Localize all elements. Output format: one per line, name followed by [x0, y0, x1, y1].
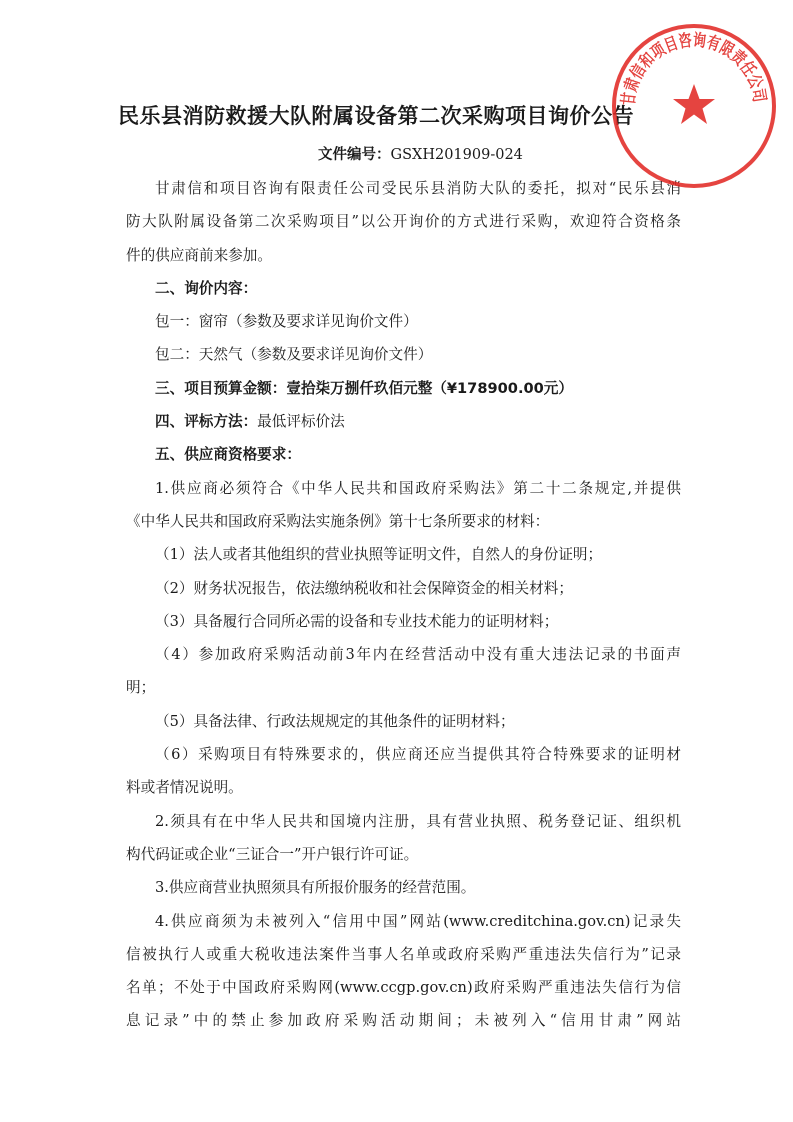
requirement-line: 3.供应商营业执照须具有所报价服务的经营范围。 [155, 879, 476, 897]
document-number-value: GSXH201909-024 [390, 147, 523, 163]
intro-line: 防大队附属设备第二次采购项目”以公开询价的方式进行采购，欢迎符合资格条 [126, 213, 681, 231]
section-heading-qualification: 五、供应商资格要求： [155, 446, 301, 464]
section-heading-evaluation [126, 405, 681, 438]
document-number-label: 文件编号： [318, 147, 391, 163]
evaluation-method: 最低评标价法 [257, 413, 345, 431]
evaluation-label: 四、评标方法： [155, 413, 258, 431]
package-item: 包二：天然气（参数及要求详见询价文件） [155, 346, 433, 364]
sub-requirement: （2）财务状况报告，依法缴纳税收和社会保障资金的相关材料； [155, 579, 573, 597]
document-body [126, 172, 681, 1038]
company-seal-stamp [610, 22, 778, 190]
requirement-line: 信被执行人或重大税收违法案件当事人名单或政府采购严重违法失信行为”记录 [126, 945, 681, 963]
section-heading-inquiry: 二、询价内容： [155, 279, 258, 297]
document-title: 民乐县消防救援大队附属设备第二次采购项目询价公告 [118, 104, 634, 128]
intro-line: 件的供应商前来参加。 [126, 246, 272, 264]
sub-requirement: 料或者情况说明。 [126, 779, 243, 797]
seal-text: 甘肃信和项目咨询有限责任公司 [618, 30, 770, 108]
seal-star-icon [673, 84, 715, 124]
sub-requirement: 明； [126, 679, 156, 697]
intro-line: 甘肃信和项目咨询有限责任公司受民乐县消防大队的委托，拟对“民乐县消 [155, 180, 681, 197]
sub-requirement: （1）法人或者其他组织的营业执照等证明文件，自然人的身份证明； [155, 546, 603, 564]
requirement-line: 息记录”中的禁止参加政府采购活动期间；未被列入“信用甘肃”网站 [126, 1012, 681, 1030]
requirement-line: 1.供应商必须符合《中华人民共和国政府采购法》第二十二条规定,并提供 [155, 479, 681, 497]
sub-requirement: （6）采购项目有特殊要求的，供应商还应当提供其符合特殊要求的证明材 [155, 746, 681, 764]
section-heading-budget: 三、项目预算金额：壹拾柒万捌仟玖佰元整（¥178900.00元） [155, 379, 573, 397]
sub-requirement: （5）具备法律、行政法规规定的其他条件的证明材料； [155, 712, 515, 730]
requirement-line: 构代码证或企业“三证合一”开户银行许可证。 [126, 845, 419, 863]
requirement-line: 名单；不处于中国政府采购网(www.ccgp.gov.cn)政府采购严重违法失信行为信 [126, 979, 681, 997]
sub-requirement: （4）参加政府采购活动前3年内在经营活动中没有重大违法记录的书面声 [155, 646, 681, 664]
package-item: 包一：窗帘（参数及要求详见询价文件） [155, 313, 418, 331]
document-number [318, 143, 523, 164]
requirement-line: 4.供应商须为未被列入“信用中国”网站(www.creditchina.gov.cn)记录失 [155, 912, 681, 930]
sub-requirement: （3）具备履行合同所必需的设备和专业技术能力的证明材料； [155, 612, 559, 630]
requirement-line: 《中华人民共和国政府采购法实施条例》第十七条所要求的材料： [126, 512, 550, 530]
requirement-line: 2.须具有在中华人民共和国境内注册，具有营业执照、税务登记证、组织机 [155, 812, 681, 830]
